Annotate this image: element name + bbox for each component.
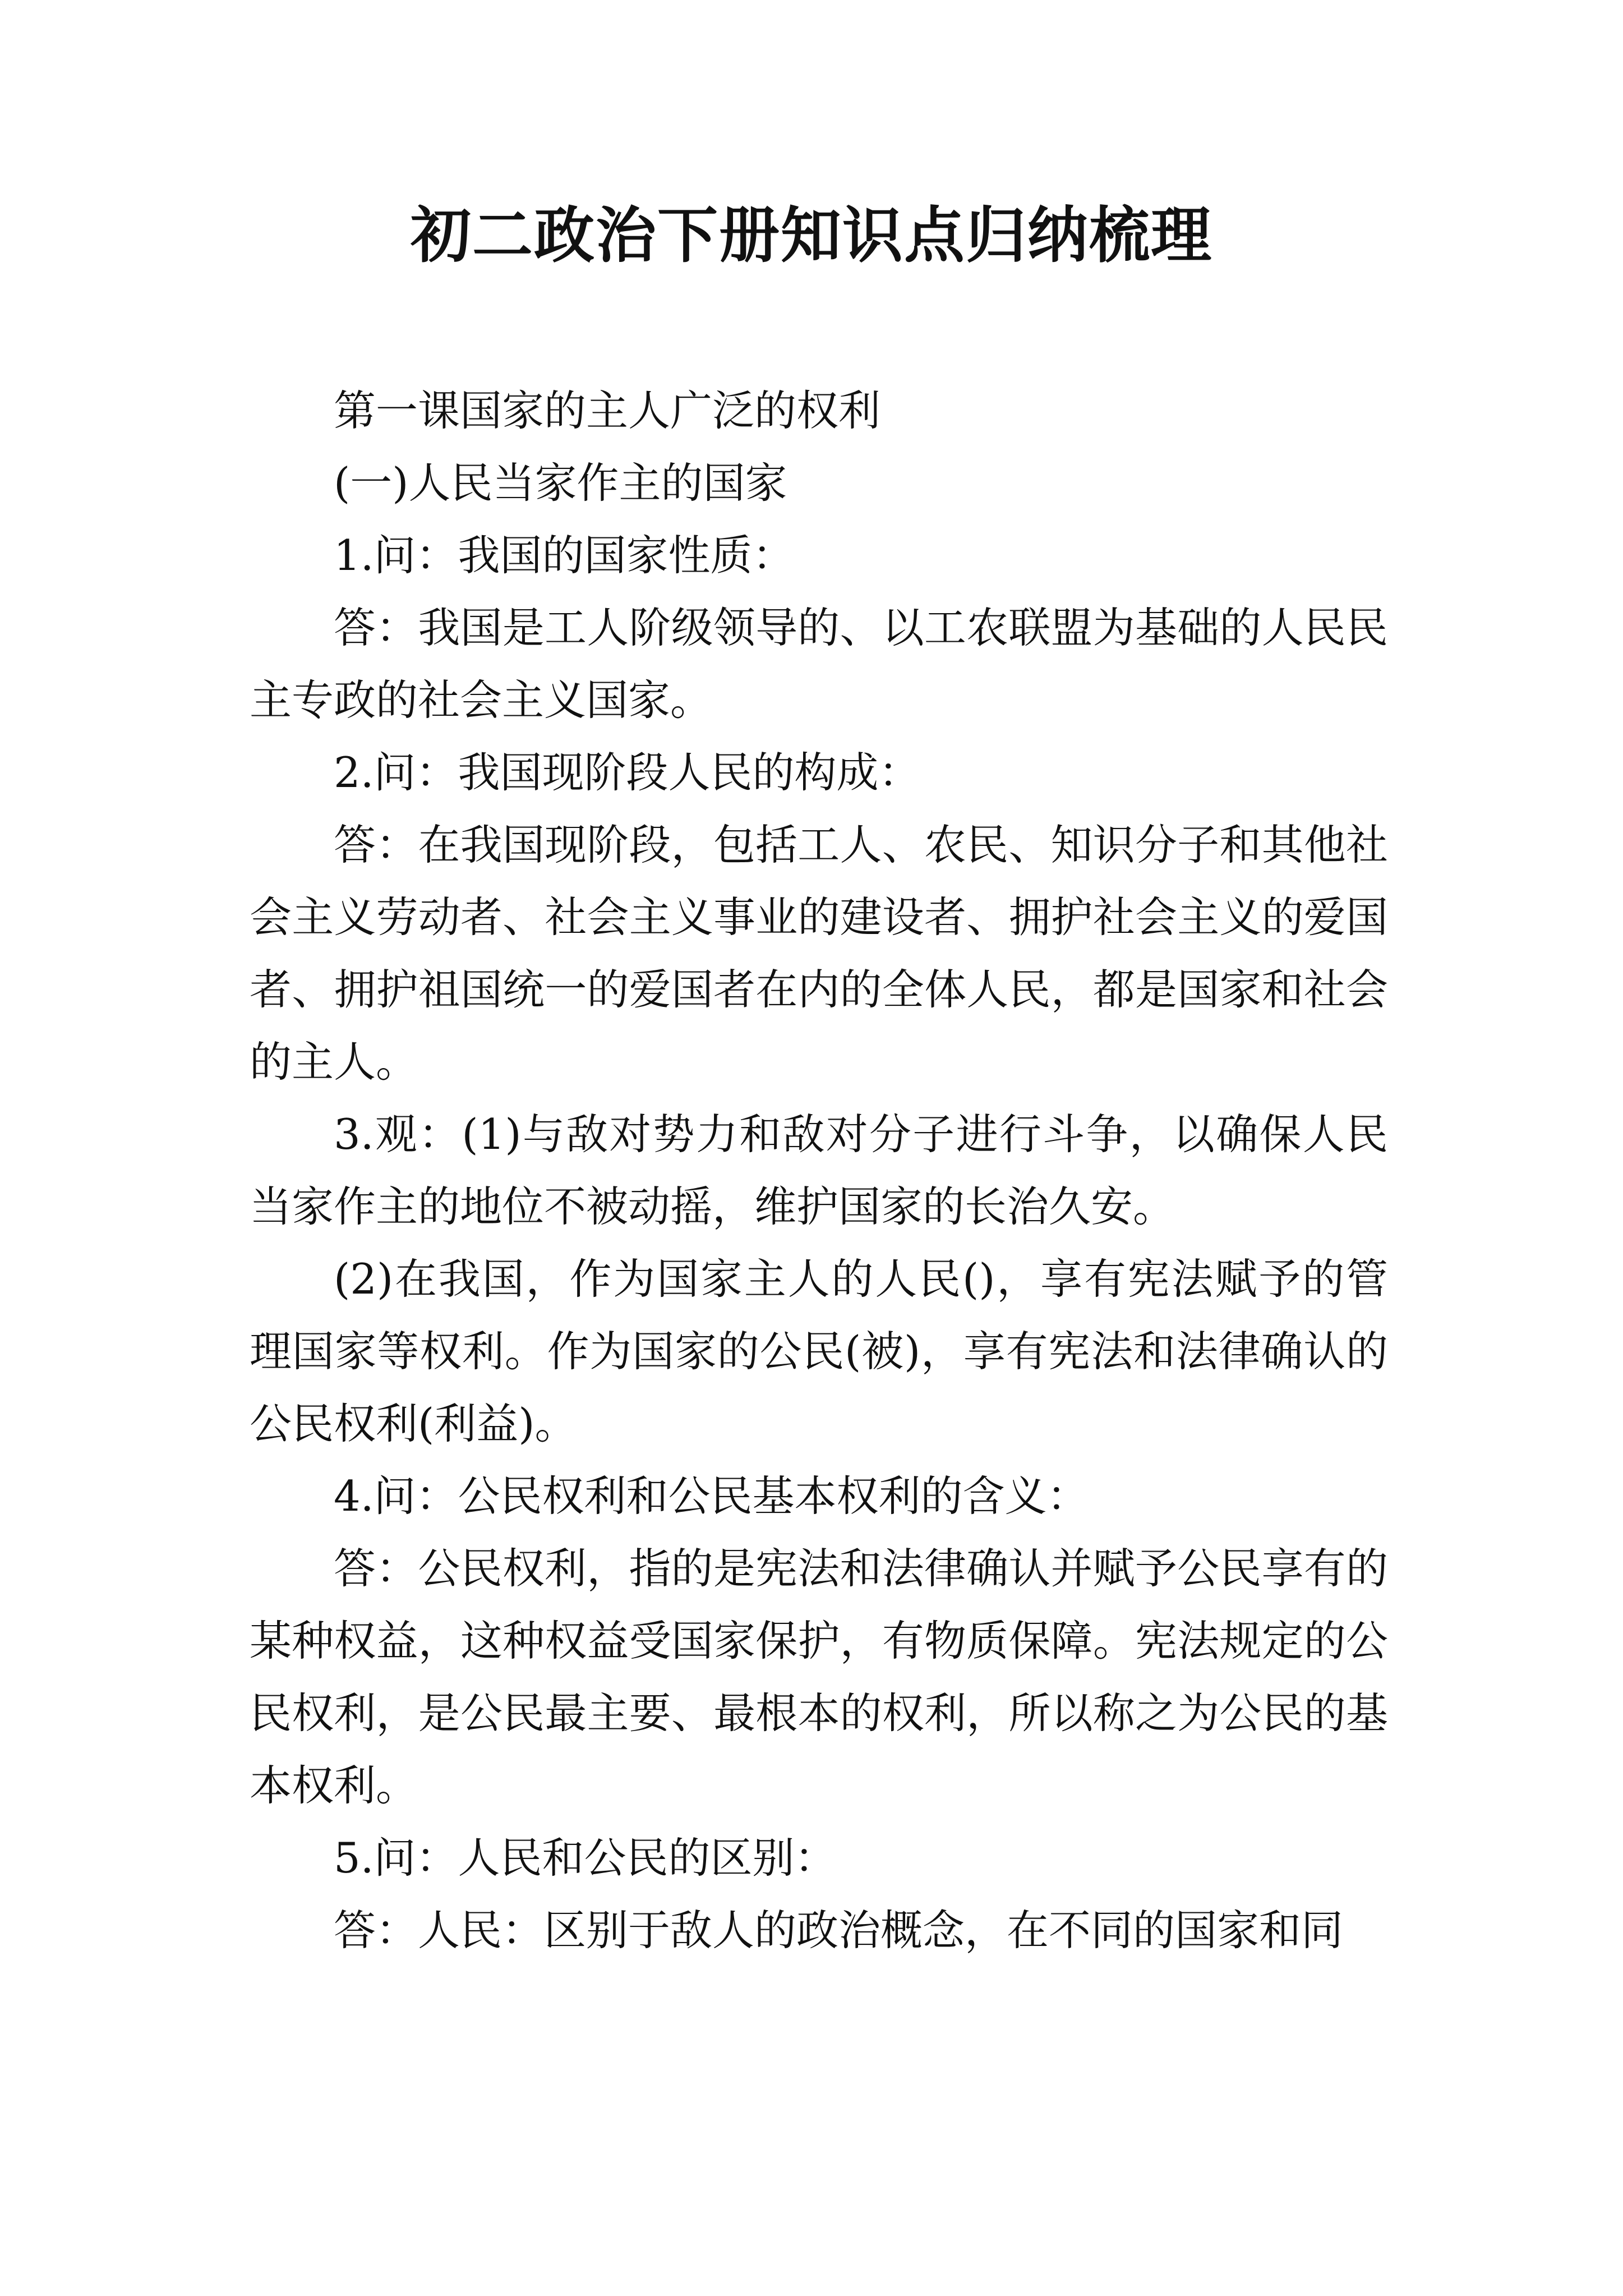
document-body <box>250 375 1388 1967</box>
paragraph-answer-1: 答：我国是工人阶级领导的、以工农联盟为基础的人民民主专政的社会主义国家。 <box>250 603 1388 725</box>
paragraph-question-1: 1.问：我国的国家性质： <box>334 531 795 580</box>
paragraph-question-4: 4.问：公民权利和公民基本权利的含义： <box>334 1471 1089 1521</box>
paragraph-question-2: 2.问：我国现阶段人民的构成： <box>334 748 921 797</box>
paragraph-answer-5: 答：人民：区别于敌人的政治概念，在不同的国家和同 <box>334 1906 1344 1955</box>
paragraph-lesson-heading: 第一课国家的主人广泛的权利 <box>334 386 881 435</box>
paragraph-view-3-1: 3.观：(1)与敌对势力和敌对分子进行斗争，以确保人民当家作主的地位不被动摇，维护国家的长治久安。 <box>250 1110 1388 1231</box>
paragraph-section-heading: (一)人民当家作主的国家 <box>334 458 787 508</box>
paragraph-answer-4: 答：公民权利，指的是宪法和法律确认并赋予公民享有的某种权益，这种权益受国家保护，有物质保障。宪法规定的公民权利，是公民最主要、最根本的权利，所以称之为公民的基本权利。 <box>250 1544 1388 1810</box>
paragraph-question-5: 5.问：人民和公民的区别： <box>334 1833 837 1883</box>
document-title: 初二政治下册知识点归纳梳理 <box>410 200 1212 271</box>
paragraph-view-3-2: (2)在我国，作为国家主人的人民()，享有宪法赋予的管理国家等权利。作为国家的公民(被)，享有宪法和法律确认的公民权利(利益)。 <box>250 1254 1388 1448</box>
paragraph-answer-2: 答：在我国现阶段，包括工人、农民、知识分子和其他社会主义劳动者、社会主义事业的建设者、拥护社会主义的爱国者、拥护祖国统一的爱国者在内的全体人民，都是国家和社会的主人。 <box>250 820 1388 1087</box>
